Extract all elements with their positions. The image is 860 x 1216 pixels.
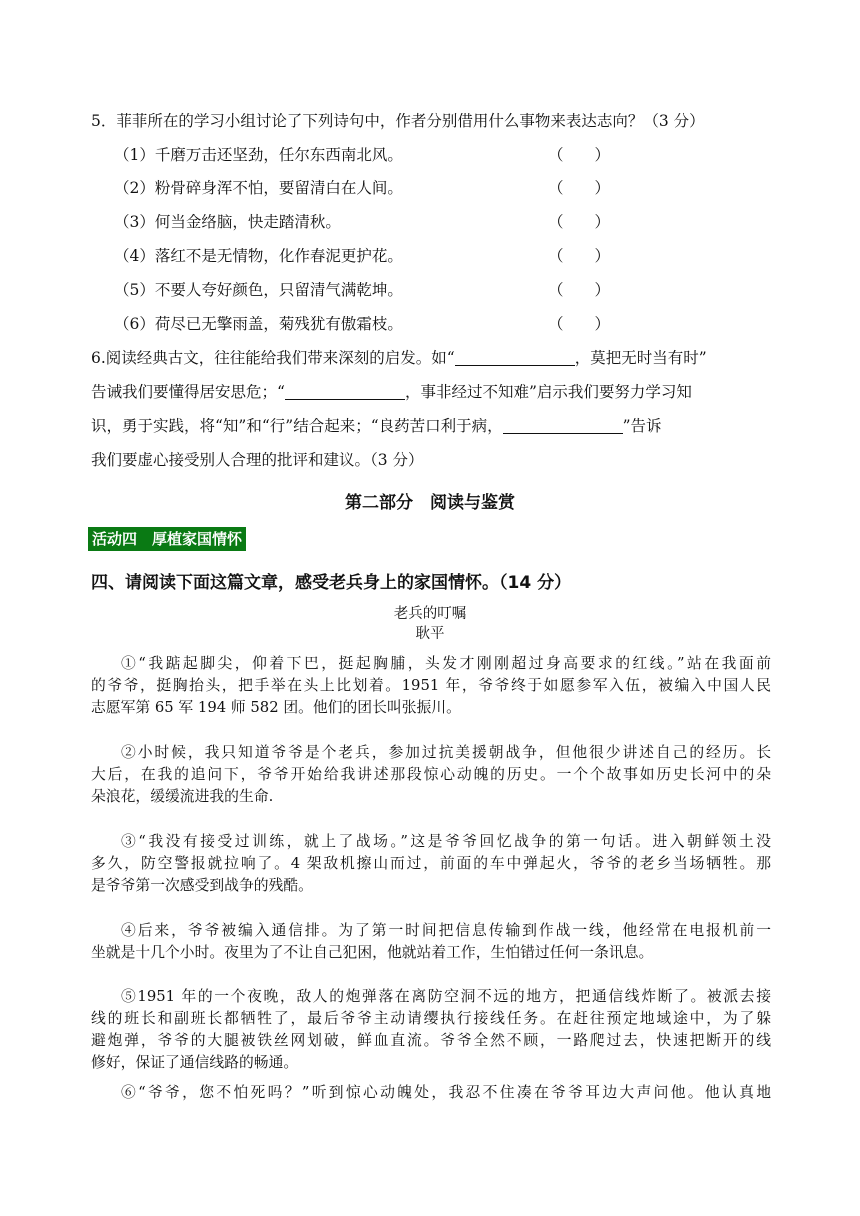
p4-line-2: 坐就是十几个小时。夜里为了不让自己犯困，他就站着工作，生怕错过任何一条讯息。: [91, 944, 654, 961]
p2-line-3: 朵浪花，缓缓流进我的生命.: [91, 788, 274, 805]
q5-item-4: （4）落红不是无情物，化作春泥更护花。: [114, 247, 403, 265]
p1-line-3: 志愿军第 65 军 194 师 582 团。他们的团长叫张振川。: [91, 699, 461, 716]
p5-line-2: 线的班长和副班长都牺牲了，最后爷爷主动请缨执行接线任务。在赶往预定地域途中，为了躲: [91, 1010, 771, 1027]
q6-line-4: 我们要虚心接受别人合理的批评和建议。（3 分）: [91, 451, 424, 469]
article-author: 耿平: [415, 626, 445, 642]
article-paragraph-1: [91, 653, 771, 719]
q6-line-3: [91, 415, 662, 437]
q6-line-2: [91, 381, 692, 403]
p3-line-3: 是爷爷第一次感受到战争的残酷。: [91, 877, 313, 894]
article-title: 老兵的叮嘱: [393, 606, 467, 622]
q5-item-2: （2）粉骨碎身浑不怕，要留清白在人间。: [114, 179, 403, 197]
q5-item-1: （1）千磨万击还坚劲，任尔东西南北风。: [114, 146, 403, 164]
q6-line-1b: ，莫把无时当有时”: [574, 349, 707, 367]
section-title: 第二部分 阅读与鉴赏: [345, 493, 515, 513]
p3-line-2: 多久，防空警报就拉响了。4 架敌机擦山而过，前面的车中弹起火，爷爷的老乡当场牺牲。那: [91, 855, 771, 872]
q5-answer-paren-2: （ ）: [548, 179, 611, 197]
p6-line-1: ⑥“爷爷，您不怕死吗？”听到惊心动魄处，我忍不住凑在爷爷耳边大声问他。他认真地: [121, 1084, 771, 1101]
q5-answer-paren-5: （ ）: [548, 281, 611, 299]
p5-line-4: 修好，保证了通信线路的畅通。: [91, 1054, 299, 1071]
p2-line-2: 大后，在我的追问下，爷爷开始给我讲述那段惊心动魄的历史。一个个故事如历史长河中的朵: [91, 766, 771, 783]
q5-answer-paren-1: （ ）: [548, 146, 611, 164]
q6-line-1a: 6.阅读经典古文，往往能给我们带来深刻的启发。如“: [91, 349, 455, 367]
p5-line-1: ⑤1951 年的一个夜晚，敌人的炮弹落在离防空洞不远的地方，把通信线炸断了。被派去接: [121, 988, 771, 1005]
q5-answer-paren-4: （ ）: [548, 247, 611, 265]
p3-line-1: ③“我没有接受过训练，就上了战场。”这是爷爷回忆战争的第一句话。进入朝鲜领土没: [121, 833, 771, 850]
q6-line-2a: 告诫我们要懂得居安思危；“: [91, 383, 285, 401]
q5-answer-paren-6: （ ）: [548, 315, 611, 333]
q5-item-6: （6）荷尽已无擎雨盖，菊残犹有傲霜枝。: [114, 315, 403, 333]
activity-badge: 活动四 厚植家国情怀: [88, 527, 246, 551]
article-paragraph-5: [91, 986, 771, 1074]
p4-line-1: ④后来，爷爷被编入通信排。为了第一时间把信息传输到作战一线，他经常在电报机前一: [121, 922, 771, 939]
q6-line-1: [91, 347, 707, 369]
q6-line-2b: ，事非经过不知难”启示我们要努力学习知: [404, 383, 692, 401]
q4-heading: 四、请阅读下面这篇文章，感受老兵身上的家国情怀。（14 分）: [91, 573, 572, 593]
q6-line-3b: ”告诉: [622, 417, 662, 435]
answer-blank-2[interactable]: [285, 383, 405, 400]
p2-line-1: ②小时候，我只知道爷爷是个老兵，参加过抗美援朝战争，但他很少讲述自己的经历。长: [121, 744, 771, 761]
p1-line-1: ①“我踮起脚尖，仰着下巴，挺起胸脯，头发才刚刚超过身高要求的红线。”站在我面前: [121, 655, 771, 672]
article-paragraph-4: [91, 920, 771, 964]
p1-line-2: 的爷爷，挺胸抬头，把手举在头上比划着。1951 年，爷爷终于如愿参军入伍，被编入中国人民: [91, 677, 771, 694]
answer-blank-1[interactable]: [455, 349, 575, 366]
article-paragraph-2: [91, 742, 771, 808]
q5-item-3: （3）何当金络脑，快走踏清秋。: [114, 213, 341, 231]
article-paragraph-3: [91, 831, 771, 897]
q5-answer-paren-3: （ ）: [548, 213, 611, 231]
answer-blank-3[interactable]: [503, 417, 623, 434]
q6-line-3a: 识，勇于实践，将“知”和“行”结合起来；“良药苦口利于病，: [91, 417, 503, 435]
article-paragraph-6: [91, 1082, 771, 1104]
p5-line-3: 避炮弹，爷爷的大腿被铁丝网划破，鲜血直流。爷爷全然不顾，一路爬过去，快速把断开的线: [91, 1032, 771, 1049]
q5-stem: 5．菲菲所在的学习小组讨论了下列诗句中，作者分别借用什么事物来表达志向？（3 分）: [91, 112, 705, 130]
q5-item-5: （5）不要人夸好颜色，只留清气满乾坤。: [114, 281, 403, 299]
